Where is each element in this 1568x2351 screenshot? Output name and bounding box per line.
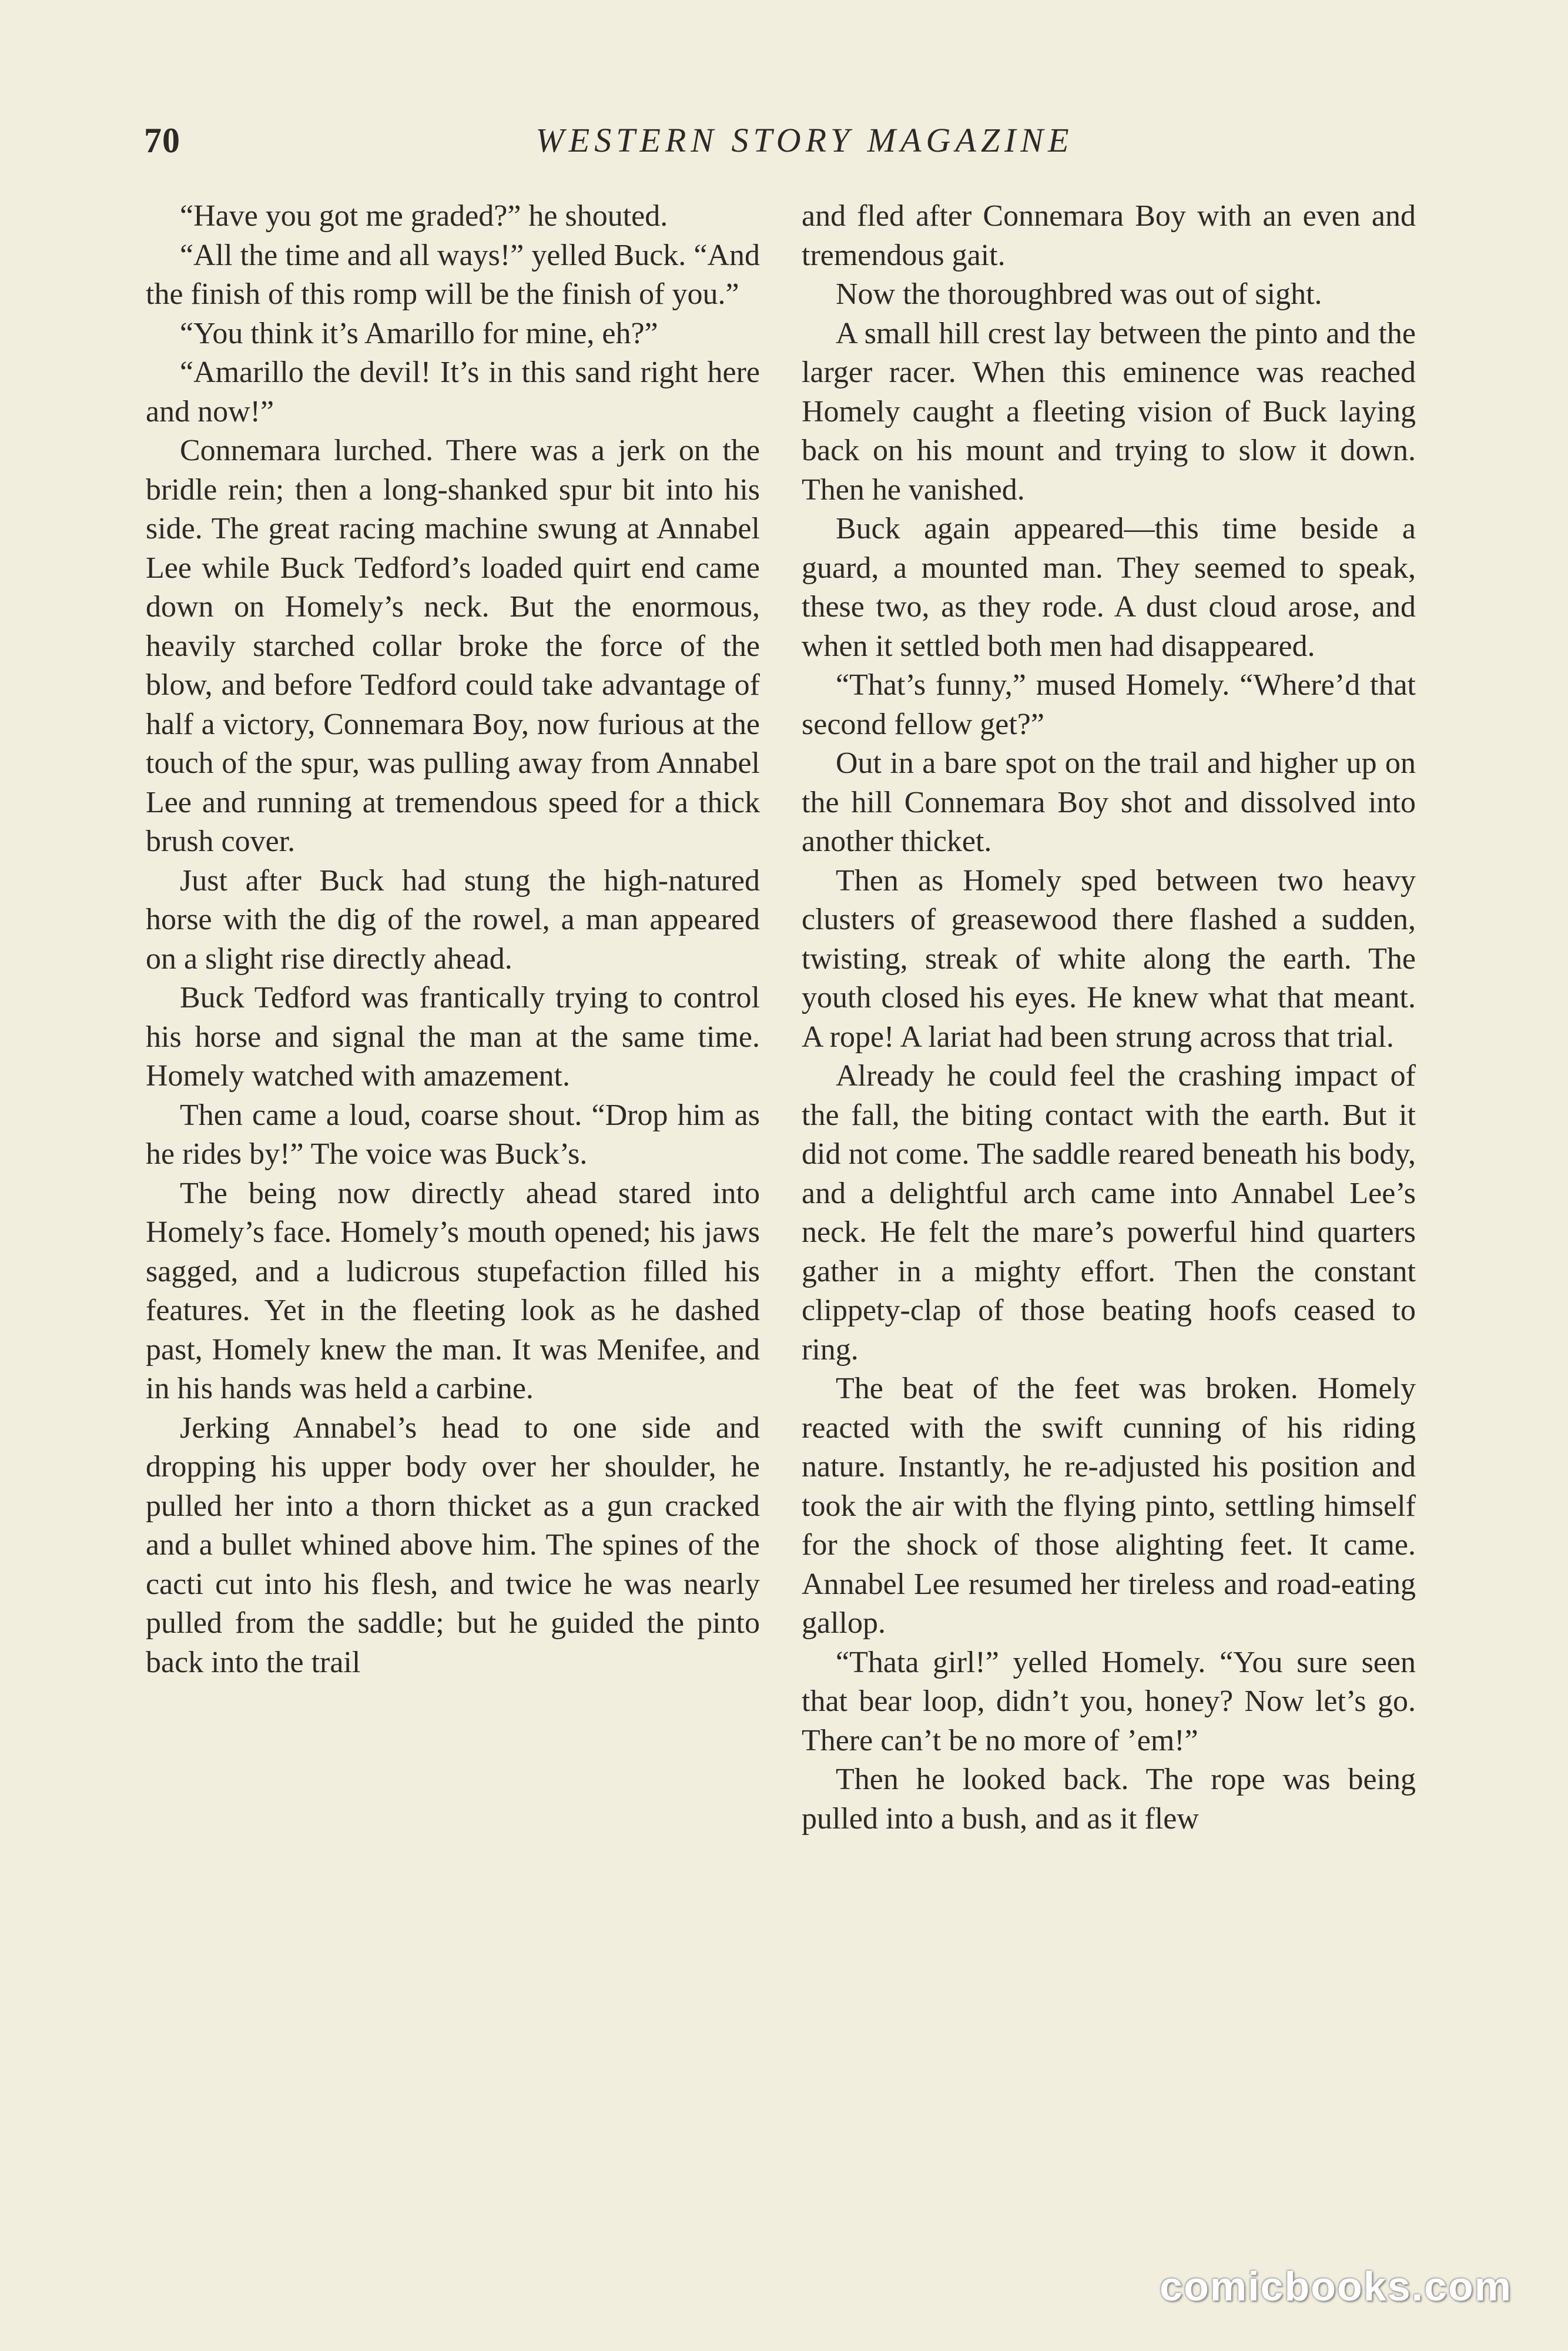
paragraph: A small hill crest lay between the pinto and the larger racer. When this eminence was reached Homely caught a fleeting vision of Buck laying back on his mount and trying to slow it down. Then he vanished. [802, 316, 1416, 507]
page-number: 70 [144, 121, 180, 160]
paragraph: Now the thoroughbred was out of sight. [836, 277, 1322, 311]
paragraph: Just after Buck had stung the high-natured horse with the dig of the rowel, a man appeared on a slight rise directly ahead. [146, 863, 760, 976]
paragraph-continued: and fled after Connemara Boy with an even and tremendous gait. [802, 199, 1416, 272]
paragraph: “That’s funny,” mused Homely. “Where’d that second fellow get?” [802, 668, 1416, 741]
paragraph: Then came a loud, coarse shout. “Drop him as he rides by!” The voice was Buck’s. [146, 1098, 760, 1171]
paragraph: “All the time and all ways!” yelled Buck. “And the finish of this romp will be the finish of you.” [146, 238, 760, 311]
paragraph: “Thata girl!” yelled Homely. “You sure seen that bear loop, didn’t you, honey? Now let’s go. There can’t be no more of ’em!” [802, 1645, 1416, 1757]
paragraph: “Have you got me graded?” he shouted. [180, 199, 668, 233]
running-head: WESTERN STORY MAGAZINE [535, 121, 1074, 159]
paragraph: The beat of the feet was broken. Homely reacted with the swift cunning of his riding nature. Instantly, he re-adjusted his position and took the air with the flying pinto, settling himself for the shock of those alighting feet. It came. Annabel Lee resumed her tireless and road-eating gallop. [802, 1372, 1416, 1640]
paragraph: “Amarillo the devil! It’s in this sand right here and now!” [146, 356, 760, 428]
paragraph: Then as Homely sped between two heavy clusters of greasewood there flashed a sudden, twisting, streak of white along the earth. The youth closed his eyes. He knew what that meant. A rope! A lariat had been strung across that trial. [802, 863, 1416, 1054]
paragraph: “You think it’s Amarillo for mine, eh?” [180, 316, 658, 350]
paragraph: Out in a bare spot on the trail and higher up on the hill Connemara Boy shot and dissolved into another thicket. [802, 746, 1416, 858]
paragraph: Buck again appeared—this time beside a guard, a mounted man. They seemed to speak, these two, as they rode. A dust cloud arose, and when it settled both men had disappeared. [802, 512, 1416, 663]
paragraph: Then he looked back. The rope was being pulled into a bush, and as it flew [802, 1763, 1416, 1836]
page-header [144, 120, 1412, 173]
right-column [802, 197, 1416, 1838]
paragraph: Jerking Annabel’s head to one side and dropping his upper body over her shoulder, he pulled her into a thorn thicket as a gun cracked and a bullet whined above him. The spines of the cacti cut into his flesh, and twice he was nearly pulled from the saddle; but he guided the pinto back into the trail [146, 1411, 760, 1679]
watermark-logo: comicbooks.com [1160, 2263, 1512, 2309]
paragraph: The being now directly ahead stared into Homely’s face. Homely’s mouth opened; his jaws sagged, and a ludicrous stupefaction filled his features. Yet in the fleeting look as he dashed past, Homely knew the man. It was Menifee, and in his hands was held a carbine. [146, 1176, 760, 1405]
paragraph: Already he could feel the crashing impact of the fall, the biting contact with the earth. But it did not come. The saddle reared beneath his body, and a delightful arch came into Annabel Lee’s neck. He felt the mare’s powerful hind quarters gather in a mighty effort. Then the constant clippety-clap of those beating hoofs ceased to ring. [802, 1059, 1416, 1367]
paragraph: Connemara lurched. There was a jerk on the bridle rein; then a long-shanked spur bit into his side. The great racing machine swung at Annabel Lee while Buck Tedford’s loaded quirt end came down on Homely’s neck. But the enormous, heavily starched collar broke the force of the blow, and before Tedford could take advantage of half a victory, Connemara Boy, now furious at the touch of the spur, was pulling away from Annabel Lee and running at tremendous speed for a thick brush cover. [146, 434, 760, 858]
left-column [146, 197, 760, 1682]
paragraph: Buck Tedford was frantically trying to control his horse and signal the man at the same time. Homely watched with amazement. [146, 981, 760, 1093]
